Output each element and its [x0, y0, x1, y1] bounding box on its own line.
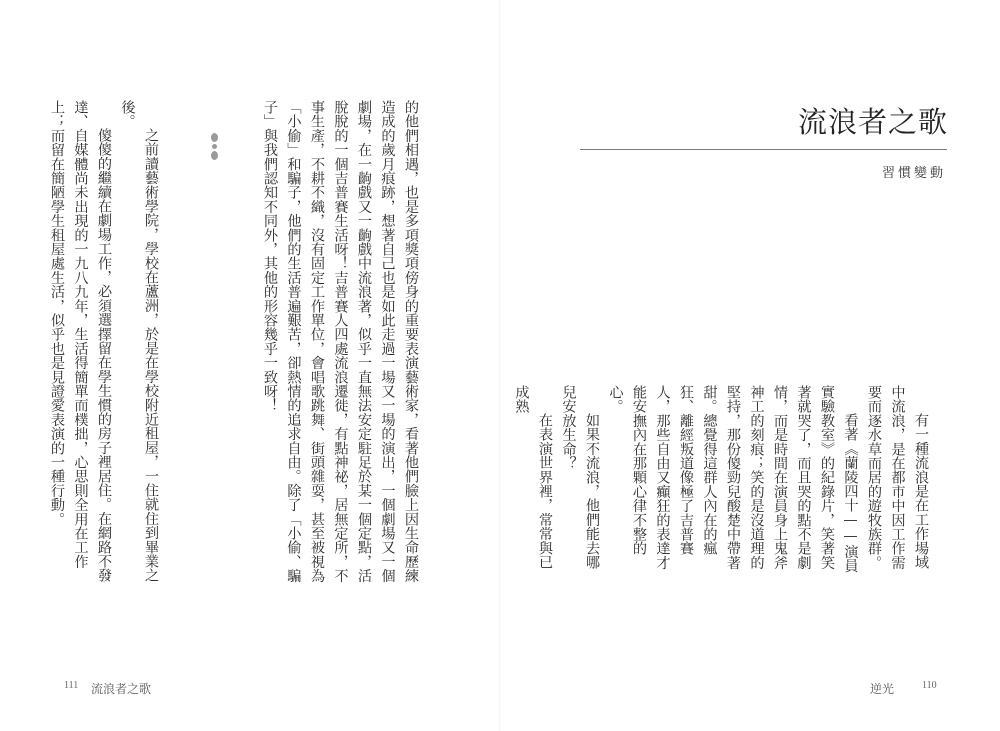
paragraph: 看著《蘭陵四十——演員實驗教室》的紀錄片，笑著笑著就哭了，而且哭的點不是劇情，而是時間在演員身上鬼斧神工的刻痕；笑的是沒道理的堅持，那份傻勁兒酸楚中帶著甜。總覺得這群人內在的瘋狂、離經叛道像極了吉普賽人，那些自由又癲狂的表達才能安撫內在那顆心律不整的心。 — [607, 385, 859, 574]
section-break-dots-icon — [210, 133, 218, 160]
running-title: 逆光 — [870, 682, 895, 696]
paragraph: 之前讀藝術學院，學校在蘆洲，於是在學校附近租屋，一住就住到畢業之後。 — [119, 100, 159, 583]
page-number: 111 — [64, 680, 79, 691]
page-number: 110 — [922, 680, 937, 691]
left-page-body-lower — [45, 100, 163, 585]
left-page-body-upper — [258, 100, 423, 585]
paragraph: 傻傻的繼續在劇場工作，必須選擇留在學生慣的房子裡居住。在網路不發達、自媒體尚未出現的一九八九年，生活得簡單而樸拙，心思則全用在工作上；而留在簡陋學生租屋處生活，似乎也是見證愛表演的一種行動。 — [49, 100, 112, 583]
paragraph: 有一種流浪是在工作場域中流浪，是在都市中因工作需要而逐水草而居的遊牧族群。 — [866, 385, 929, 570]
chapter-title: 流浪者之歌 — [797, 105, 948, 139]
right-page — [500, 0, 1000, 731]
title-divider — [580, 149, 947, 150]
paragraph: 在表演世界裡，常常與已成熟 — [513, 385, 553, 570]
right-page-body — [509, 385, 932, 583]
running-title: 流浪者之歌 — [91, 682, 152, 696]
paragraph: 如果不流浪，他們能去哪兒安放生命？ — [560, 385, 600, 570]
paragraph: 的他們相遇，也是多項獎項傍身的重要表演藝術家，看著他們臉上因生命歷練造成的歲月痕跡，想著自己也是如此走過一場又一場的演出，一個劇場又一個劇場，在一齣戲又一齣戲中流浪著，似乎一直無法安定駐足於某一個定點，活脫脫的一個吉普賽生活呀！吉普賽人四處流浪遷徙，有點神祕，居無定所，不事生產，不耕不織，沒有固定工作單位，會唱歌跳舞、街頭雜耍，甚至被視為「小偷」和騙子，他們的生活普遍艱苦，卻熱情的追求自由。除了「小偷、騙子」與我們認知不同外，其他的形容幾乎一致呀！ — [262, 100, 419, 583]
chapter-subtitle: 習慣變動 — [881, 166, 946, 181]
